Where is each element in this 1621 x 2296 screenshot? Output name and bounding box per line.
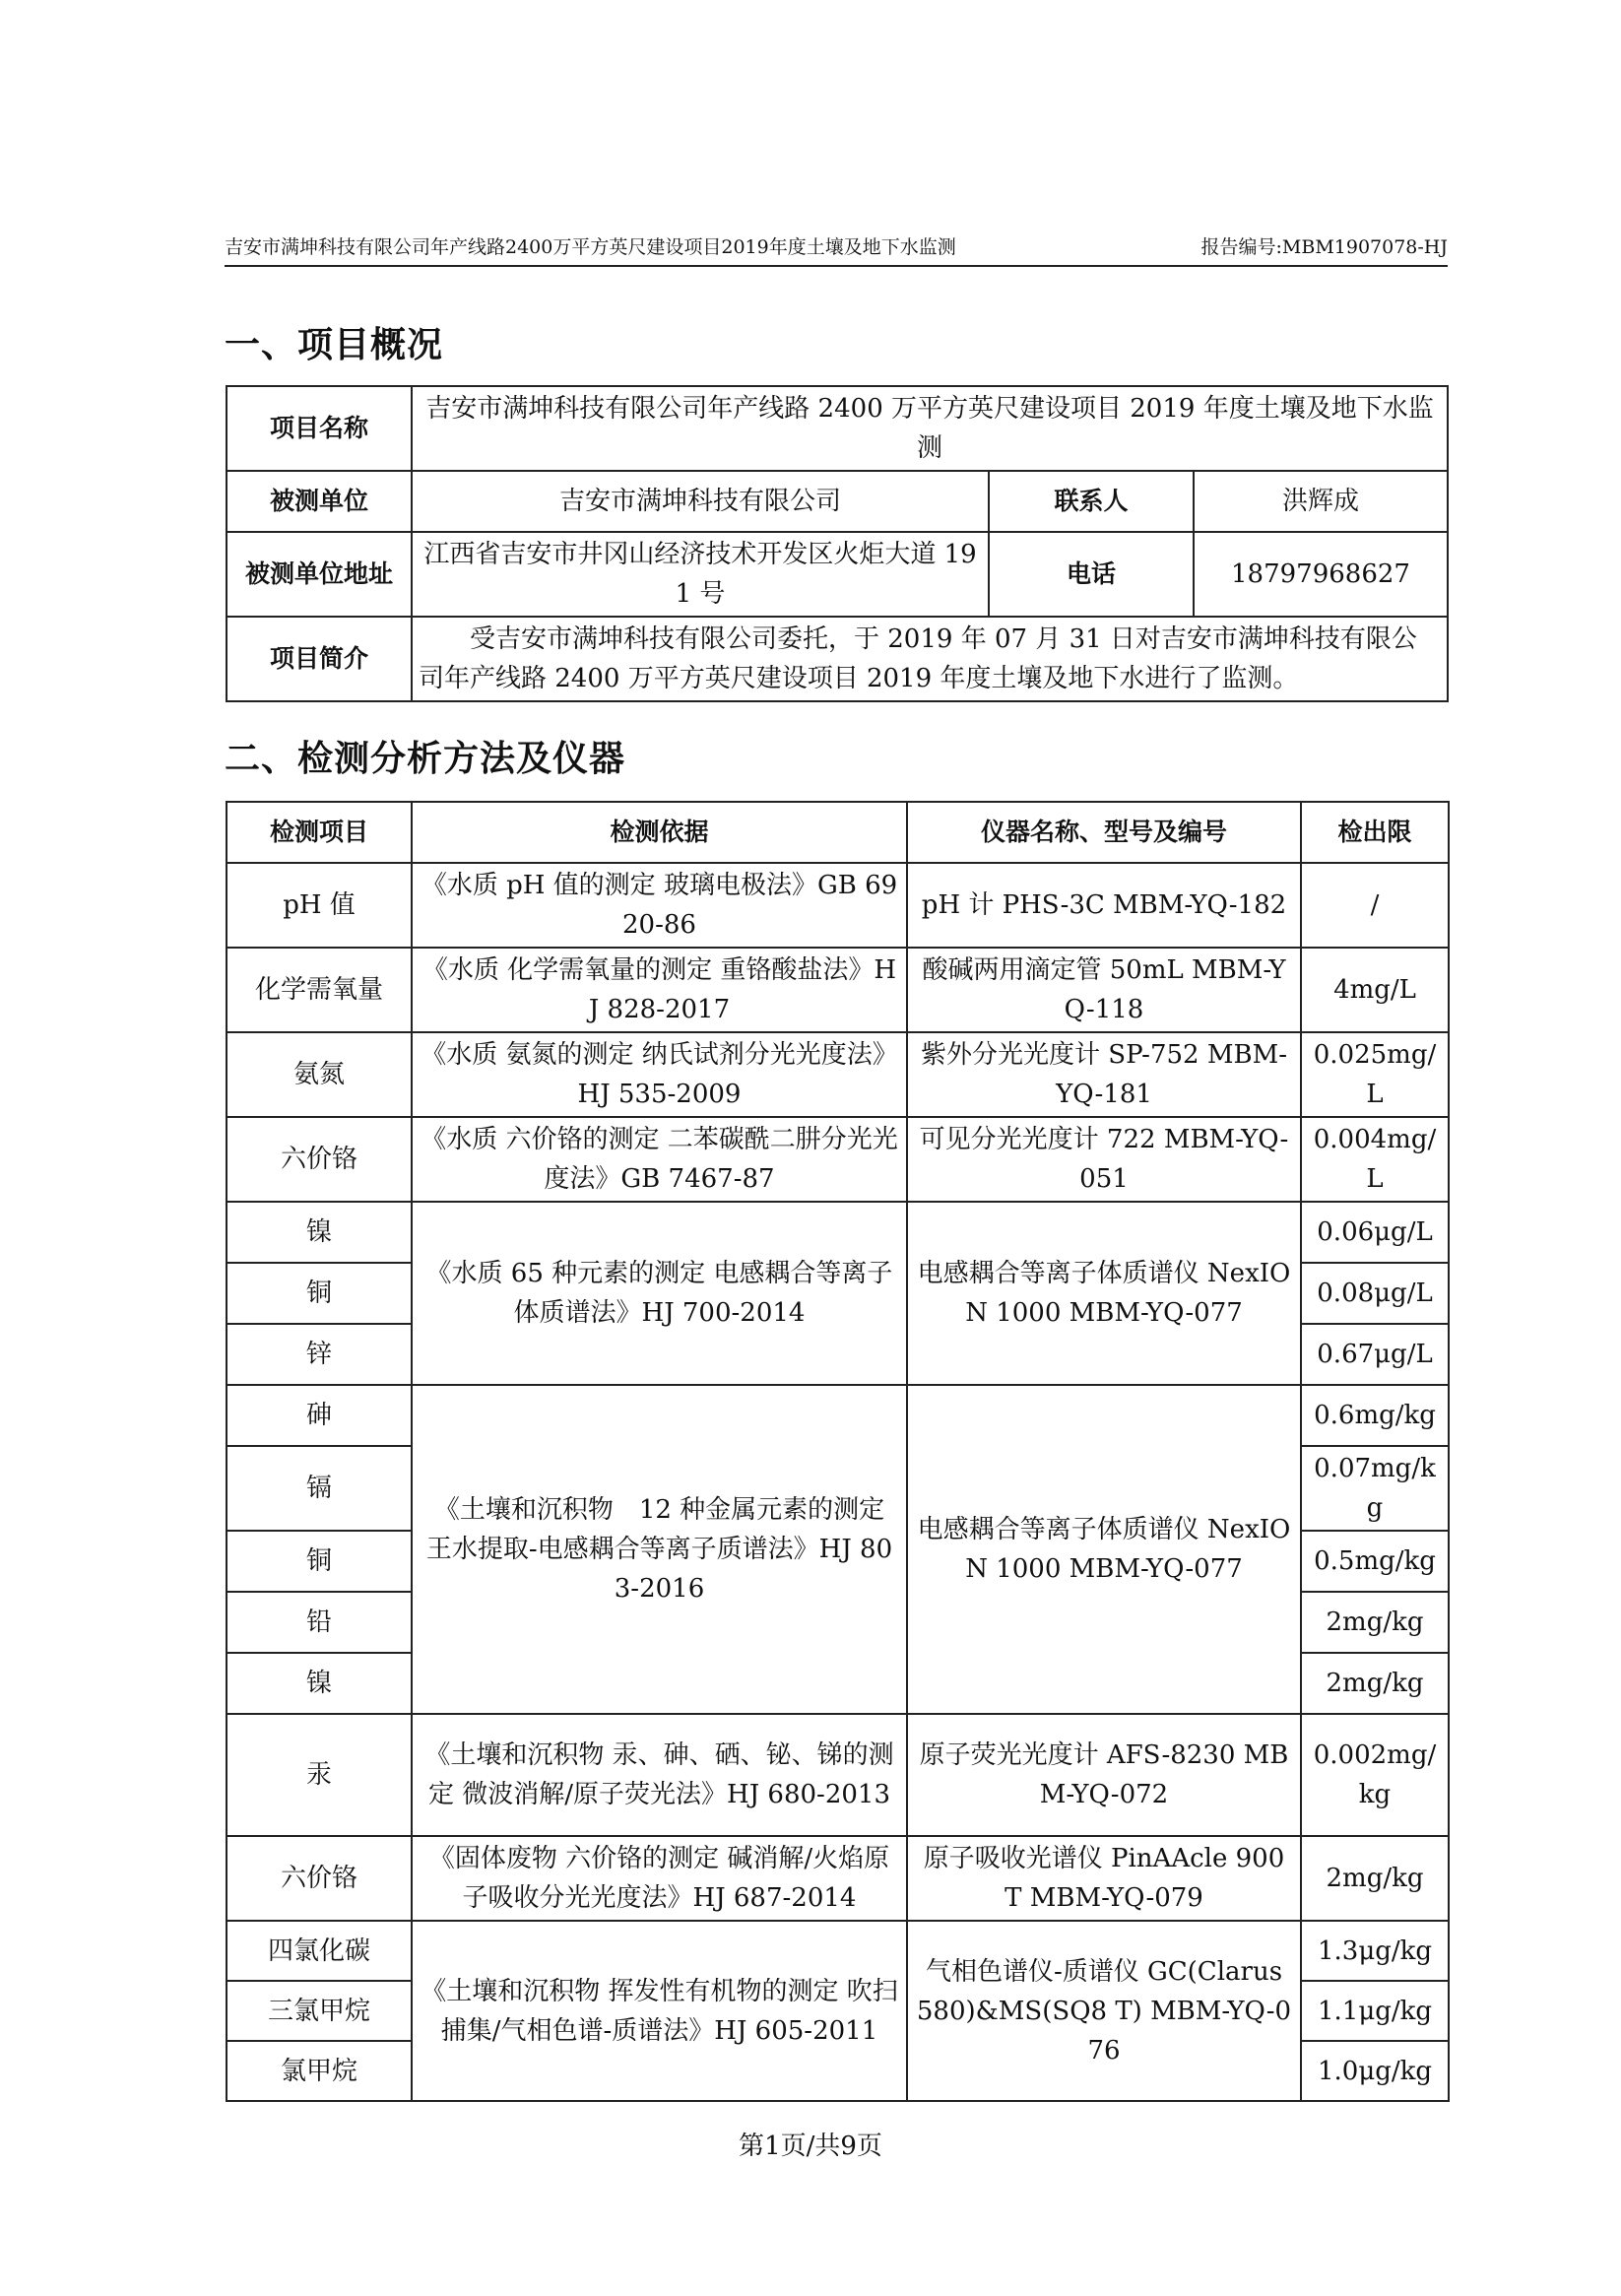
header-item: 检测项目 [227, 802, 412, 863]
instrument-cr6-soil: 原子吸收光谱仪 PinAAcle 900 T MBM-YQ-079 [907, 1836, 1301, 1921]
method-ph: 《水质 pH 值的测定 玻璃电极法》GB 6920-86 [412, 863, 907, 948]
item-zn-water: 锌 [227, 1324, 412, 1385]
item-cu-water: 铜 [227, 1263, 412, 1324]
page-header [225, 232, 1448, 267]
method-metals-water: 《水质 65 种元素的测定 电感耦合等离子体质谱法》HJ 700-2014 [412, 1202, 907, 1385]
item-ph: pH 值 [227, 863, 412, 948]
contact-value: 洪辉成 [1194, 471, 1448, 532]
address-value: 江西省吉安市井冈山经济技术开发区火炬大道 191 号 [412, 532, 989, 617]
section-title-methods: 二、检测分析方法及仪器 [225, 739, 626, 779]
item-cd-soil: 镉 [227, 1446, 412, 1531]
contact-label: 联系人 [989, 471, 1194, 532]
item-cr6-soil: 六价铬 [227, 1836, 412, 1921]
instrument-ammonia: 紫外分光光度计 SP-752 MBM-YQ-181 [907, 1032, 1301, 1117]
project-overview-table [226, 385, 1449, 702]
instrument-ph: pH 计 PHS-3C MBM-YQ-182 [907, 863, 1301, 948]
limit-cod: 4mg/L [1301, 948, 1449, 1032]
limit-ch3cl: 1.0μg/kg [1301, 2041, 1449, 2101]
limit-ni-soil: 2mg/kg [1301, 1653, 1449, 1714]
item-chcl3: 三氯甲烷 [227, 1981, 412, 2041]
method-ammonia: 《水质 氨氮的测定 纳氏试剂分光光度法》HJ 535-2009 [412, 1032, 907, 1117]
limit-ccl4: 1.3μg/kg [1301, 1921, 1449, 1981]
item-cr6-water: 六价铬 [227, 1117, 412, 1202]
instrument-voc: 气相色谱仪-质谱仪 GC(Clarus 580)&MS(SQ8 T) MBM-YQ-076 [907, 1921, 1301, 2101]
header-method: 检测依据 [412, 802, 907, 863]
item-ni-water: 镍 [227, 1202, 412, 1263]
report-number: 报告编号:MBM1907078-HJ [1200, 236, 1448, 258]
method-cr6-water: 《水质 六价铬的测定 二苯碳酰二肼分光光度法》GB 7467-87 [412, 1117, 907, 1202]
address-label: 被测单位地址 [227, 532, 412, 617]
header-instrument: 仪器名称、型号及编号 [907, 802, 1301, 863]
item-cod: 化学需氧量 [227, 948, 412, 1032]
limit-ph: / [1301, 863, 1449, 948]
method-voc: 《土壤和沉积物 挥发性有机物的测定 吹扫捕集/气相色谱-质谱法》HJ 605-2011 [412, 1921, 907, 2101]
instrument-cod: 酸碱两用滴定管 50mL MBM-YQ-118 [907, 948, 1301, 1032]
limit-cd-soil: 0.07mg/kg [1301, 1446, 1449, 1531]
limit-chcl3: 1.1μg/kg [1301, 1981, 1449, 2041]
page-suffix: 页 [856, 2132, 882, 2161]
method-hg-soil: 《土壤和沉积物 汞、砷、硒、铋、锑的测定 微波消解/原子荧光法》HJ 680-2013 [412, 1714, 907, 1836]
method-metals-soil: 《土壤和沉积物 12 种金属元素的测定 王水提取-电感耦合等离子质谱法》HJ 803-2016 [412, 1385, 907, 1714]
instrument-metals-soil: 电感耦合等离子体质谱仪 NexION 1000 MBM-YQ-077 [907, 1385, 1301, 1714]
instrument-hg-soil: 原子荧光光度计 AFS-8230 MBM-YQ-072 [907, 1714, 1301, 1836]
intro-label: 项目简介 [227, 617, 412, 701]
page-mid: 页/共 [780, 2132, 841, 2161]
method-cod: 《水质 化学需氧量的测定 重铬酸盐法》HJ 828-2017 [412, 948, 907, 1032]
section-title-overview: 一、项目概况 [225, 325, 444, 365]
item-ccl4: 四氯化碳 [227, 1921, 412, 1981]
header-title: 吉安市满坤科技有限公司年产线路2400万平方英尺建设项目2019年度土壤及地下水监测 [225, 236, 956, 258]
item-hg-soil: 汞 [227, 1714, 412, 1836]
item-cu-soil: 铜 [227, 1531, 412, 1592]
item-as-soil: 砷 [227, 1385, 412, 1446]
limit-cr6-water: 0.004mg/L [1301, 1117, 1449, 1202]
project-name-value: 吉安市满坤科技有限公司年产线路 2400 万平方英尺建设项目 2019 年度土壤及地下水监测 [412, 386, 1448, 471]
phone-label: 电话 [989, 532, 1194, 617]
phone-value: 18797968627 [1194, 532, 1448, 617]
page-prefix: 第 [739, 2132, 765, 2161]
method-cr6-soil: 《固体废物 六价铬的测定 碱消解/火焰原子吸收分光光度法》HJ 687-2014 [412, 1836, 907, 1921]
methods-table [226, 801, 1450, 2102]
page-number: 1 [764, 2132, 781, 2161]
item-ni-soil: 镍 [227, 1653, 412, 1714]
page-footer [0, 2126, 1621, 2162]
limit-cu-water: 0.08μg/L [1301, 1263, 1449, 1324]
limit-cr6-soil: 2mg/kg [1301, 1836, 1449, 1921]
project-name-label: 项目名称 [227, 386, 412, 471]
header-limit: 检出限 [1301, 802, 1449, 863]
limit-zn-water: 0.67μg/L [1301, 1324, 1449, 1385]
limit-hg-soil: 0.002mg/kg [1301, 1714, 1449, 1836]
tested-unit-label: 被测单位 [227, 471, 412, 532]
tested-unit-value: 吉安市满坤科技有限公司 [412, 471, 989, 532]
page-total: 9 [840, 2132, 857, 2161]
limit-pb-soil: 2mg/kg [1301, 1592, 1449, 1653]
limit-as-soil: 0.6mg/kg [1301, 1385, 1449, 1446]
limit-ni-water: 0.06μg/L [1301, 1202, 1449, 1263]
intro-value: 受吉安市满坤科技有限公司委托，于 2019 年 07 月 31 日对吉安市满坤科技有限公司年产线路 2400 万平方英尺建设项目 2019 年度土壤及地下水进行了监测。 [412, 617, 1448, 701]
limit-cu-soil: 0.5mg/kg [1301, 1531, 1449, 1592]
item-pb-soil: 铅 [227, 1592, 412, 1653]
instrument-metals-water: 电感耦合等离子体质谱仪 NexION 1000 MBM-YQ-077 [907, 1202, 1301, 1385]
item-ammonia: 氨氮 [227, 1032, 412, 1117]
instrument-cr6-water: 可见分光光度计 722 MBM-YQ-051 [907, 1117, 1301, 1202]
item-ch3cl: 氯甲烷 [227, 2041, 412, 2101]
limit-ammonia: 0.025mg/L [1301, 1032, 1449, 1117]
